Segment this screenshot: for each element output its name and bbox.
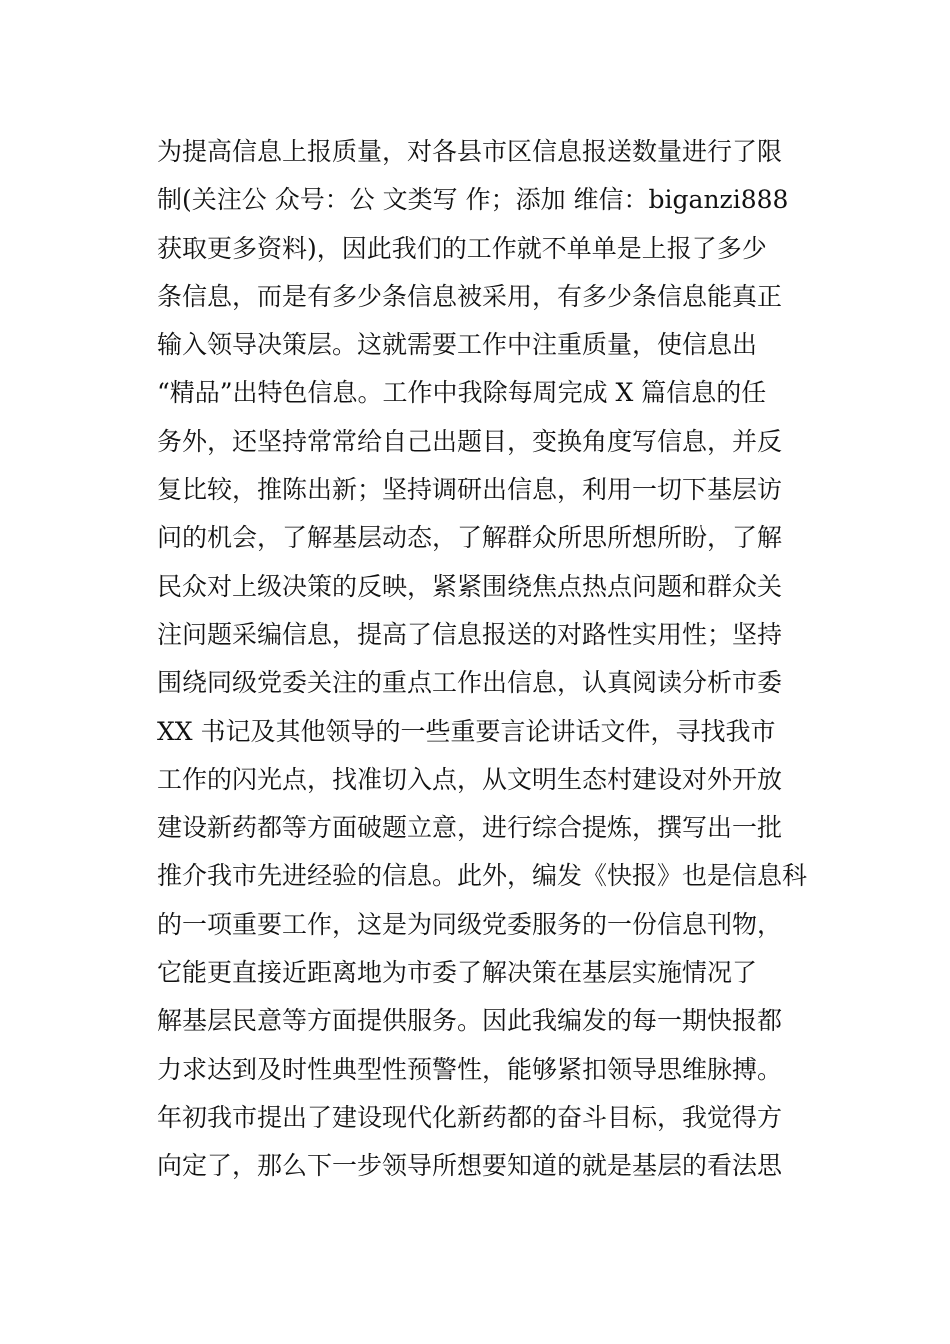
text-line: 围绕同级党委关注的重点工作出信息，认真阅读分析市委 xyxy=(157,668,783,698)
text-line: 复比较，推陈出新；坚持调研出信息，利用一切下基层访 xyxy=(157,475,783,505)
text-line: 的一项重要工作，这是为同级党委服务的一份信息刊物， xyxy=(157,909,783,939)
text-line: 注问题采编信息，提高了信息报送的对路性实用性；坚持 xyxy=(157,619,783,649)
text-line: 制(关注公 众号：公 文类写 作；添加 维信：biganzi888 xyxy=(157,185,789,215)
text-line: XX 书记及其他领导的一些重要言论讲话文件，寻找我市 xyxy=(157,716,776,746)
text-line: 获取更多资料)，因此我们的工作就不单单是上报了多少 xyxy=(157,233,767,263)
text-line: 工作的闪光点，找准切入点，从文明生态村建设对外开放 xyxy=(157,764,783,794)
text-line: 向定了，那么下一步领导所想要知道的就是基层的看法思 xyxy=(157,1151,783,1181)
text-line: 务外，还坚持常常给自己出题目，变换角度写信息，并反 xyxy=(157,426,783,456)
text-line: 条信息，而是有多少条信息被采用，有多少条信息能真正 xyxy=(157,281,783,311)
text-line: 为提高信息上报质量，对各县市区信息报送数量进行了限 xyxy=(157,137,783,166)
body-text xyxy=(157,128,807,1191)
text-line: 它能更直接近距离地为市委了解决策在基层实施情况了 xyxy=(157,958,758,988)
text-line: “精品”出特色信息。工作中我除每周完成 X 篇信息的任 xyxy=(157,378,767,408)
text-line: 推介我市先进经验的信息。此外，编发《快报》也是信息科 xyxy=(157,861,808,891)
text-line: 解基层民意等方面提供服务。因此我编发的每一期快报都 xyxy=(157,1006,783,1036)
text-line: 输入领导决策层。这就需要工作中注重质量，使信息出 xyxy=(157,330,758,360)
text-line: 力求达到及时性典型性预警性，能够紧扣领导思维脉搏。 xyxy=(157,1054,783,1084)
text-line: 建设新药都等方面破题立意，进行综合提炼，撰写出一批 xyxy=(157,813,783,843)
text-line: 问的机会，了解基层动态，了解群众所思所想所盼，了解 xyxy=(157,523,783,553)
text-line: 民众对上级决策的反映，紧紧围绕焦点热点问题和群众关 xyxy=(157,571,783,601)
text-line: 年初我市提出了建设现代化新药都的奋斗目标，我觉得方 xyxy=(157,1102,783,1132)
